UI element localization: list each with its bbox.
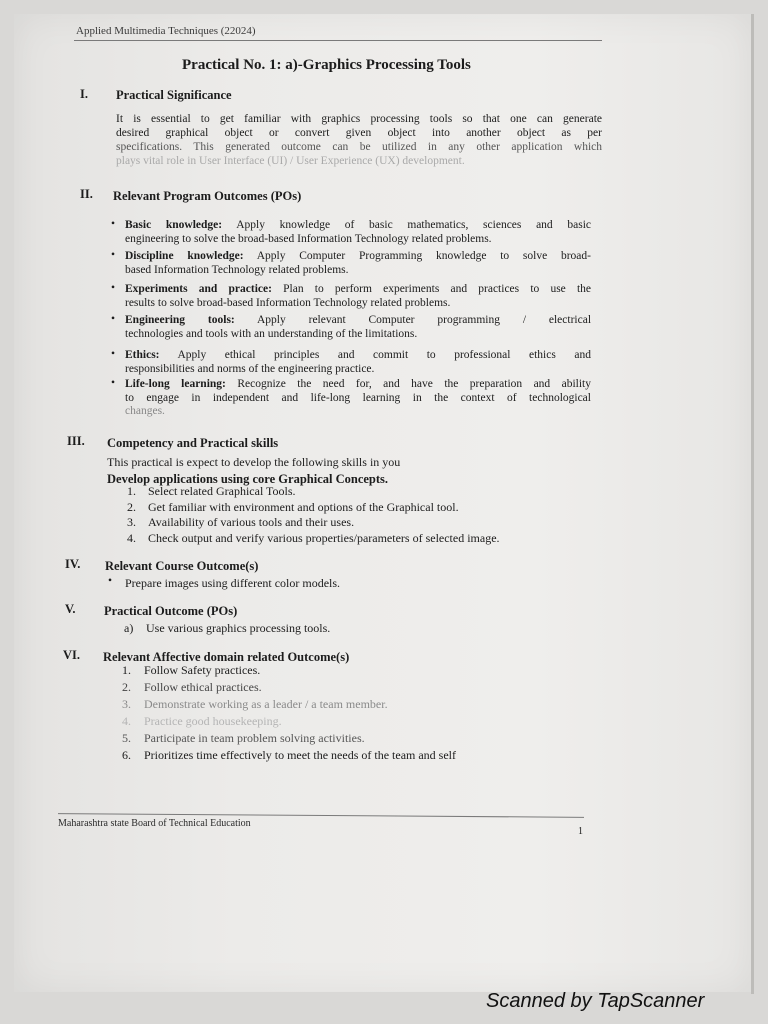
po-text: Apply relevant Computer programming / electrical bbox=[257, 314, 592, 326]
section-heading-pos: Relevant Program Outcomes (POs) bbox=[113, 189, 302, 203]
list-item: Prioritizes time effectively to meet the needs of the team and self bbox=[144, 748, 456, 762]
po-term: Life-long learning: bbox=[125, 378, 226, 390]
po-line bbox=[125, 283, 591, 297]
po-text: Recognize the need for, and have the preparation and ability bbox=[237, 378, 592, 390]
list-number: 1. bbox=[122, 663, 131, 677]
section-heading-practical-outcome: Practical Outcome (POs) bbox=[104, 604, 238, 618]
po-text: responsibilities and norms of the engineering practice. bbox=[125, 362, 375, 375]
po-item bbox=[125, 349, 591, 376]
list-number: 4. bbox=[127, 530, 136, 545]
practical-outcome-label: a) bbox=[124, 621, 134, 635]
section-number: III. bbox=[67, 434, 85, 448]
bullet-icon: • bbox=[111, 249, 116, 261]
competency-intro: This practical is expect to develop the following skills in you bbox=[107, 455, 401, 469]
po-term: Engineering tools: bbox=[125, 314, 235, 326]
po-line bbox=[125, 314, 591, 328]
section-number: II. bbox=[80, 187, 93, 201]
list-number: 3. bbox=[122, 697, 131, 711]
section-number: I. bbox=[80, 87, 88, 101]
page-number: 1 bbox=[578, 826, 583, 837]
list-number: 2. bbox=[127, 499, 136, 514]
po-line bbox=[125, 328, 591, 342]
po-term: Ethics: bbox=[125, 349, 160, 361]
po-text: Apply knowledge of basic mathematics, sciences and basic bbox=[236, 219, 591, 231]
bullet-icon: • bbox=[111, 348, 116, 360]
po-term: Basic knowledge: bbox=[125, 219, 223, 231]
document-header: Applied Multimedia Techniques (22024) bbox=[76, 25, 256, 37]
po-line bbox=[125, 349, 591, 363]
po-line bbox=[125, 264, 591, 278]
po-line bbox=[125, 363, 591, 377]
po-line bbox=[125, 250, 591, 264]
list-item: Get familiar with environment and options of the Graphical tool. bbox=[148, 499, 459, 514]
po-text: to engage in independent and life-long learning in the context of technological bbox=[125, 391, 591, 404]
paragraph-line: plays vital role in User Interface (UI) / User Experience (UX) development. bbox=[116, 155, 465, 167]
po-term: Discipline knowledge: bbox=[125, 250, 244, 262]
list-item: Follow ethical practices. bbox=[144, 680, 262, 694]
list-item: Check output and verify various properties/parameters of selected image. bbox=[148, 530, 500, 545]
po-text: results to solve broad-based Information Technology related problems. bbox=[125, 296, 451, 309]
list-item: Demonstrate working as a leader / a team member. bbox=[144, 697, 388, 711]
list-item: Practice good housekeeping. bbox=[144, 714, 282, 728]
bullet-icon: • bbox=[111, 282, 116, 294]
footer-org: Maharashtra state Board of Technical Education bbox=[58, 818, 251, 829]
competency-subheading: Develop applications using core Graphical Concepts. bbox=[107, 472, 389, 486]
po-text: technologies and tools with an understanding of the limitations. bbox=[125, 327, 418, 340]
paragraph-line: specifications. This generated outcome can be utilized in any other application which bbox=[116, 141, 602, 153]
po-line bbox=[125, 405, 591, 419]
list-number: 4. bbox=[122, 714, 131, 728]
list-number: 3. bbox=[127, 515, 136, 529]
bullet-icon: • bbox=[111, 218, 116, 230]
significance-paragraph bbox=[116, 112, 602, 168]
po-text: Plan to perform experiments and practices to use the bbox=[283, 283, 592, 295]
practical-outcome-text: Use various graphics processing tools. bbox=[146, 621, 331, 635]
list-item: Select related Graphical Tools. bbox=[148, 484, 296, 498]
po-text: changes. bbox=[125, 405, 165, 417]
bullet-icon: • bbox=[111, 313, 116, 325]
po-text: Apply Computer Programming knowledge to solve broad- bbox=[256, 250, 591, 262]
bullet-icon: • bbox=[108, 575, 113, 587]
page-title: Practical No. 1: a)-Graphics Processing Tools bbox=[182, 57, 471, 73]
section-heading-affective: Relevant Affective domain related Outcome(s) bbox=[103, 650, 350, 664]
po-text: engineering to solve the broad-based Information Technology related problems. bbox=[125, 232, 492, 245]
section-heading-course-outcome: Relevant Course Outcome(s) bbox=[105, 559, 259, 573]
header-rule bbox=[74, 40, 602, 41]
paragraph-line: desired graphical object or convert given object into another object as per bbox=[116, 127, 602, 139]
list-number: 2. bbox=[122, 680, 131, 694]
list-item: Participate in team problem solving activities. bbox=[144, 731, 365, 745]
po-line bbox=[125, 297, 591, 311]
list-number: 6. bbox=[122, 748, 131, 762]
po-text: based Information Technology related problems. bbox=[125, 263, 349, 276]
section-heading-competency: Competency and Practical skills bbox=[107, 436, 279, 450]
section-number: VI. bbox=[63, 648, 81, 662]
po-line bbox=[125, 219, 591, 233]
page-edge bbox=[751, 14, 754, 994]
section-number: IV. bbox=[65, 557, 81, 571]
po-item bbox=[125, 250, 591, 277]
list-number: 5. bbox=[122, 731, 131, 745]
po-line bbox=[125, 233, 591, 247]
po-term: Experiments and practice: bbox=[125, 283, 272, 295]
list-item: Follow Safety practices. bbox=[144, 663, 261, 677]
section-heading-significance: Practical Significance bbox=[116, 88, 232, 102]
bullet-icon: • bbox=[111, 377, 116, 389]
po-item bbox=[125, 219, 591, 246]
po-item bbox=[125, 283, 591, 310]
po-text: Apply ethical principles and commit to professional ethics and bbox=[177, 349, 591, 361]
course-outcome-text: Prepare images using different color models. bbox=[125, 576, 341, 590]
list-number: 1. bbox=[127, 484, 136, 498]
scanner-watermark: Scanned by TapScanner bbox=[486, 990, 705, 1012]
paragraph-line: It is essential to get familiar with graphics processing tools so that one can generate bbox=[116, 113, 602, 125]
section-number: V. bbox=[65, 602, 76, 616]
list-item: Availability of various tools and their uses. bbox=[148, 515, 355, 529]
po-line bbox=[125, 378, 591, 392]
po-item bbox=[125, 314, 591, 341]
po-item bbox=[125, 378, 591, 419]
po-line bbox=[125, 392, 591, 406]
